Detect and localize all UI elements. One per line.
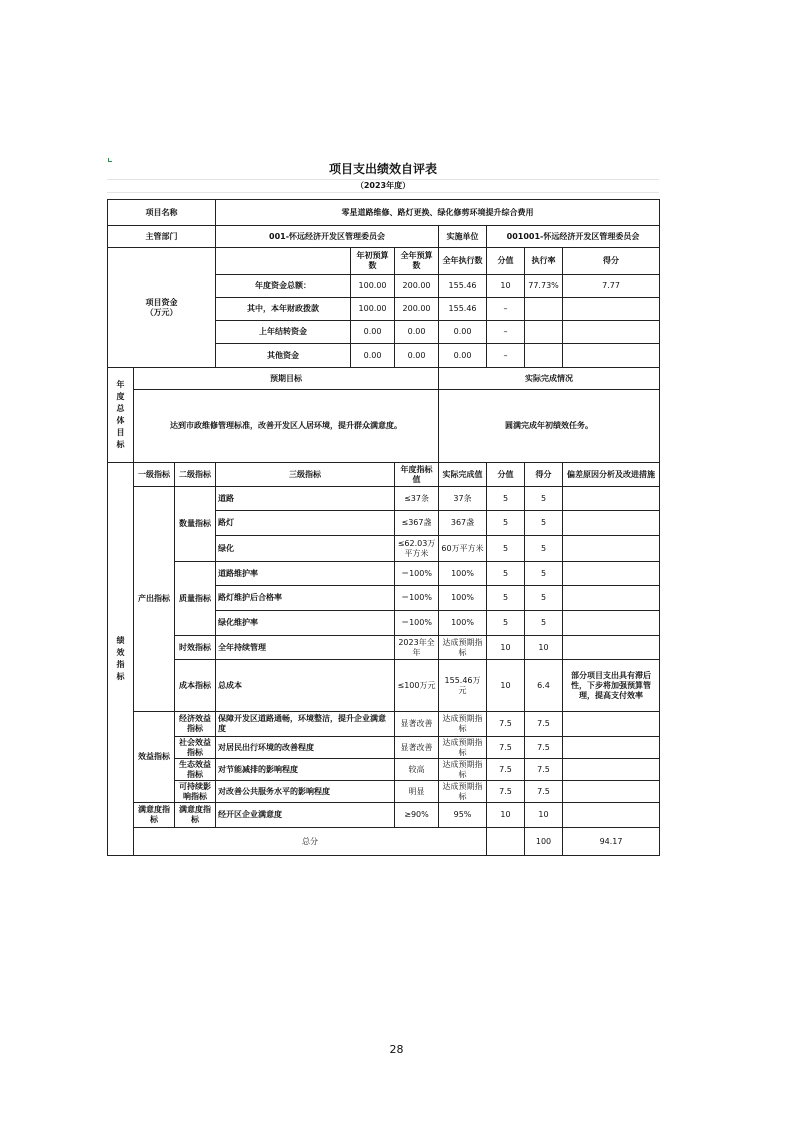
econ-indicator-label: 经济效益指标 (175, 712, 216, 737)
indicator-row (108, 636, 660, 660)
indicator-target: 显著改善 (395, 712, 439, 737)
sustain-indicator-label: 可持续影响指标 (175, 781, 216, 803)
expected-goal: 达到市政维修管理标准，改善开发区人居环境，提升群众满意度。 (134, 390, 439, 463)
total-blank-cell (487, 828, 525, 856)
indicator-actual: 达成预期指标 (439, 759, 487, 781)
expected-goal-header: 预期目标 (134, 368, 439, 390)
indicator-row (108, 759, 660, 781)
indicator-note (563, 737, 660, 759)
indicator-row (108, 803, 660, 828)
indicator-target: ≤62.03万平方米 (395, 536, 439, 562)
quantity-indicator-label: 数量指标 (175, 487, 216, 562)
indicator-value: 7.5 (487, 781, 525, 803)
indicator-actual: 达成预期指标 (439, 781, 487, 803)
indicator-score: 5 (525, 511, 563, 536)
indicator-value: 5 (487, 586, 525, 611)
indicator-score: 5 (525, 586, 563, 611)
indicator-actual: 100% (439, 586, 487, 611)
indicator-score: 7.5 (525, 712, 563, 737)
funds-header-row (108, 248, 660, 275)
funds-row-label: 年度资金总额： (216, 275, 351, 298)
indicator-value: 7.5 (487, 737, 525, 759)
indicator-name: 保障开发区道路通畅，环境整洁，提升企业满意度 (216, 712, 395, 737)
indicator-score: 6.4 (525, 660, 563, 712)
indicator-actual: 达成预期指标 (439, 712, 487, 737)
indicator-actual: 95% (439, 803, 487, 828)
funds-score-value: – (487, 298, 525, 321)
indicator-score: 7.5 (525, 781, 563, 803)
indicator-value: 10 (487, 660, 525, 712)
indicator-value: 5 (487, 511, 525, 536)
funds-budget-full: 200.00 (395, 275, 439, 298)
indicator-target: 较高 (395, 759, 439, 781)
col-score-value: 分值 (487, 248, 525, 275)
satisfaction-indicator-label: 满意度指标 (134, 803, 175, 828)
funds-score (563, 321, 660, 344)
indicator-note (563, 611, 660, 636)
total-row (108, 828, 660, 856)
funds-row-label: 其中，本年财政拨款 (216, 298, 351, 321)
indicator-value: 7.5 (487, 759, 525, 781)
funds-budget-init: 0.00 (351, 321, 395, 344)
page-number: 28 (389, 1043, 404, 1056)
indicator-note (563, 636, 660, 660)
funds-exec-rate (525, 321, 563, 344)
col-budget-init: 年初预算数 (351, 248, 395, 275)
funds-budget-init: 100.00 (351, 275, 395, 298)
funds-score-value: – (487, 344, 525, 368)
quality-indicator-label: 质量指标 (175, 562, 216, 636)
indicator-target: ＝100% (395, 562, 439, 586)
header-target: 年度指标值 (395, 463, 439, 487)
form-year: （2023年度） (355, 181, 411, 190)
indicator-score: 7.5 (525, 759, 563, 781)
indicator-score: 10 (525, 803, 563, 828)
indicator-actual: 达成预期指标 (439, 737, 487, 759)
funds-exec-rate (525, 344, 563, 368)
indicator-value: 5 (487, 487, 525, 511)
funds-budget-full: 0.00 (395, 321, 439, 344)
funds-budget-init: 0.00 (351, 344, 395, 368)
indicator-name: 全年持续管理 (216, 636, 395, 660)
indicator-row (108, 712, 660, 737)
funds-exec-rate (525, 298, 563, 321)
actual-goal-header: 实际完成情况 (439, 368, 660, 390)
impl-value: 001001-怀远经济开发区管理委员会 (487, 226, 660, 248)
indicator-score: 7.5 (525, 737, 563, 759)
cost-indicator-label: 成本指标 (175, 660, 216, 712)
funds-row-label: 其他资金 (216, 344, 351, 368)
form-title: 项目支出绩效自评表 (328, 162, 437, 176)
indicator-target: ＝100% (395, 586, 439, 611)
funds-score (563, 344, 660, 368)
indicator-row (108, 660, 660, 712)
impl-label: 实施单位 (439, 226, 487, 248)
col-score: 得分 (563, 248, 660, 275)
indicator-target: ＝100% (395, 611, 439, 636)
indicator-row (108, 487, 660, 511)
department-row (108, 226, 660, 248)
indicator-note (563, 487, 660, 511)
col-exec: 全年执行数 (439, 248, 487, 275)
indicator-value: 5 (487, 562, 525, 586)
indicator-target: 显著改善 (395, 737, 439, 759)
dept-value: 001-怀远经济开发区管理委员会 (216, 226, 439, 248)
indicator-note (563, 562, 660, 586)
indicator-row (108, 781, 660, 803)
indicator-score: 10 (525, 636, 563, 660)
indicator-name: 道路 (216, 487, 395, 511)
indicator-actual: 60万平方米 (439, 536, 487, 562)
total-label: 总分 (134, 828, 487, 856)
total-value: 100 (525, 828, 563, 856)
indicator-value: 5 (487, 536, 525, 562)
indicator-name: 绿化 (216, 536, 395, 562)
indicator-name: 绿化维护率 (216, 611, 395, 636)
indicator-score: 5 (525, 611, 563, 636)
funds-budget-init: 100.00 (351, 298, 395, 321)
indicator-name: 路灯 (216, 511, 395, 536)
indicator-target: ≥90% (395, 803, 439, 828)
funds-score-value: – (487, 321, 525, 344)
header-actual: 实际完成值 (439, 463, 487, 487)
indicator-target: ≤37条 (395, 487, 439, 511)
project-name-label: 项目名称 (108, 200, 216, 226)
time-indicator-label: 时效指标 (175, 636, 216, 660)
indicator-header-row (108, 463, 660, 487)
header-level1: 一级指标 (134, 463, 175, 487)
indicator-actual: 达成预期指标 (439, 636, 487, 660)
dept-label: 主管部门 (108, 226, 216, 248)
social-indicator-label: 社会效益指标 (175, 737, 216, 759)
indicator-value: 5 (487, 611, 525, 636)
funds-budget-full: 0.00 (395, 344, 439, 368)
funds-score (563, 298, 660, 321)
goals-label: 年度总体目标 (108, 368, 134, 463)
indicator-actual: 367盏 (439, 511, 487, 536)
indicator-name: 对居民出行环境的改善程度 (216, 737, 395, 759)
funds-exec-rate: 77.73% (525, 275, 563, 298)
indicator-target: ≤367盏 (395, 511, 439, 536)
funds-blank-cell (216, 248, 351, 275)
indicator-note: 部分项目支出具有滞后性，下步将加强预算管理，提高支付效率 (563, 660, 660, 712)
header-score: 得分 (525, 463, 563, 487)
indicator-name: 对改善公共服务水平的影响程度 (216, 781, 395, 803)
funds-exec: 0.00 (439, 344, 487, 368)
indicator-target: 2023年全年 (395, 636, 439, 660)
header-level3: 三级指标 (216, 463, 395, 487)
project-name: 零星道路维修、路灯更换、绿化修剪环境提升综合费用 (216, 200, 660, 226)
indicator-target: 明显 (395, 781, 439, 803)
indicator-score: 5 (525, 487, 563, 511)
indicator-name: 对节能减排的影响程度 (216, 759, 395, 781)
header-note: 偏差原因分析及改进措施 (563, 463, 660, 487)
funds-row-label: 上年结转资金 (216, 321, 351, 344)
indicator-value: 7.5 (487, 712, 525, 737)
indicator-note (563, 511, 660, 536)
indicator-note (563, 586, 660, 611)
project-name-row (108, 200, 660, 226)
funds-score-value: 10 (487, 275, 525, 298)
funds-label: 项目资金 （万元） (108, 248, 216, 368)
output-indicator-label: 产出指标 (134, 487, 175, 712)
actual-goal: 圆满完成年初绩效任务。 (439, 390, 660, 463)
eco-indicator-label: 生态效益指标 (175, 759, 216, 781)
indicator-note (563, 759, 660, 781)
grid-line (107, 192, 659, 193)
indicators-section-label: 绩效指标 (108, 463, 134, 856)
funds-budget-full: 200.00 (395, 298, 439, 321)
col-budget-full: 全年预算数 (395, 248, 439, 275)
indicator-actual: 155.46万元 (439, 660, 487, 712)
indicator-row (108, 737, 660, 759)
indicator-note (563, 536, 660, 562)
indicator-name: 总成本 (216, 660, 395, 712)
indicator-name: 经开区企业满意度 (216, 803, 395, 828)
funds-exec: 155.46 (439, 298, 487, 321)
funds-score: 7.77 (563, 275, 660, 298)
indicator-name: 路灯维护后合格率 (216, 586, 395, 611)
indicator-name: 道路维护率 (216, 562, 395, 586)
header-value: 分值 (487, 463, 525, 487)
goals-content-row (108, 390, 660, 463)
indicator-score: 5 (525, 536, 563, 562)
satisfaction-sub-label: 满意度指标 (175, 803, 216, 828)
evaluation-table (107, 199, 660, 856)
indicator-row (108, 562, 660, 586)
indicator-value: 10 (487, 803, 525, 828)
indicator-target: ≤100万元 (395, 660, 439, 712)
funds-exec: 0.00 (439, 321, 487, 344)
goals-header-row (108, 368, 660, 390)
indicator-actual: 100% (439, 562, 487, 586)
header-level2: 二级指标 (175, 463, 216, 487)
indicator-actual: 37条 (439, 487, 487, 511)
total-score: 94.17 (563, 828, 660, 856)
funds-exec: 155.46 (439, 275, 487, 298)
indicator-value: 10 (487, 636, 525, 660)
indicator-note (563, 712, 660, 737)
indicator-actual: 100% (439, 611, 487, 636)
benefit-indicator-label: 效益指标 (134, 712, 175, 803)
indicator-note (563, 781, 660, 803)
col-exec-rate: 执行率 (525, 248, 563, 275)
indicator-note (563, 803, 660, 828)
indicator-score: 5 (525, 562, 563, 586)
